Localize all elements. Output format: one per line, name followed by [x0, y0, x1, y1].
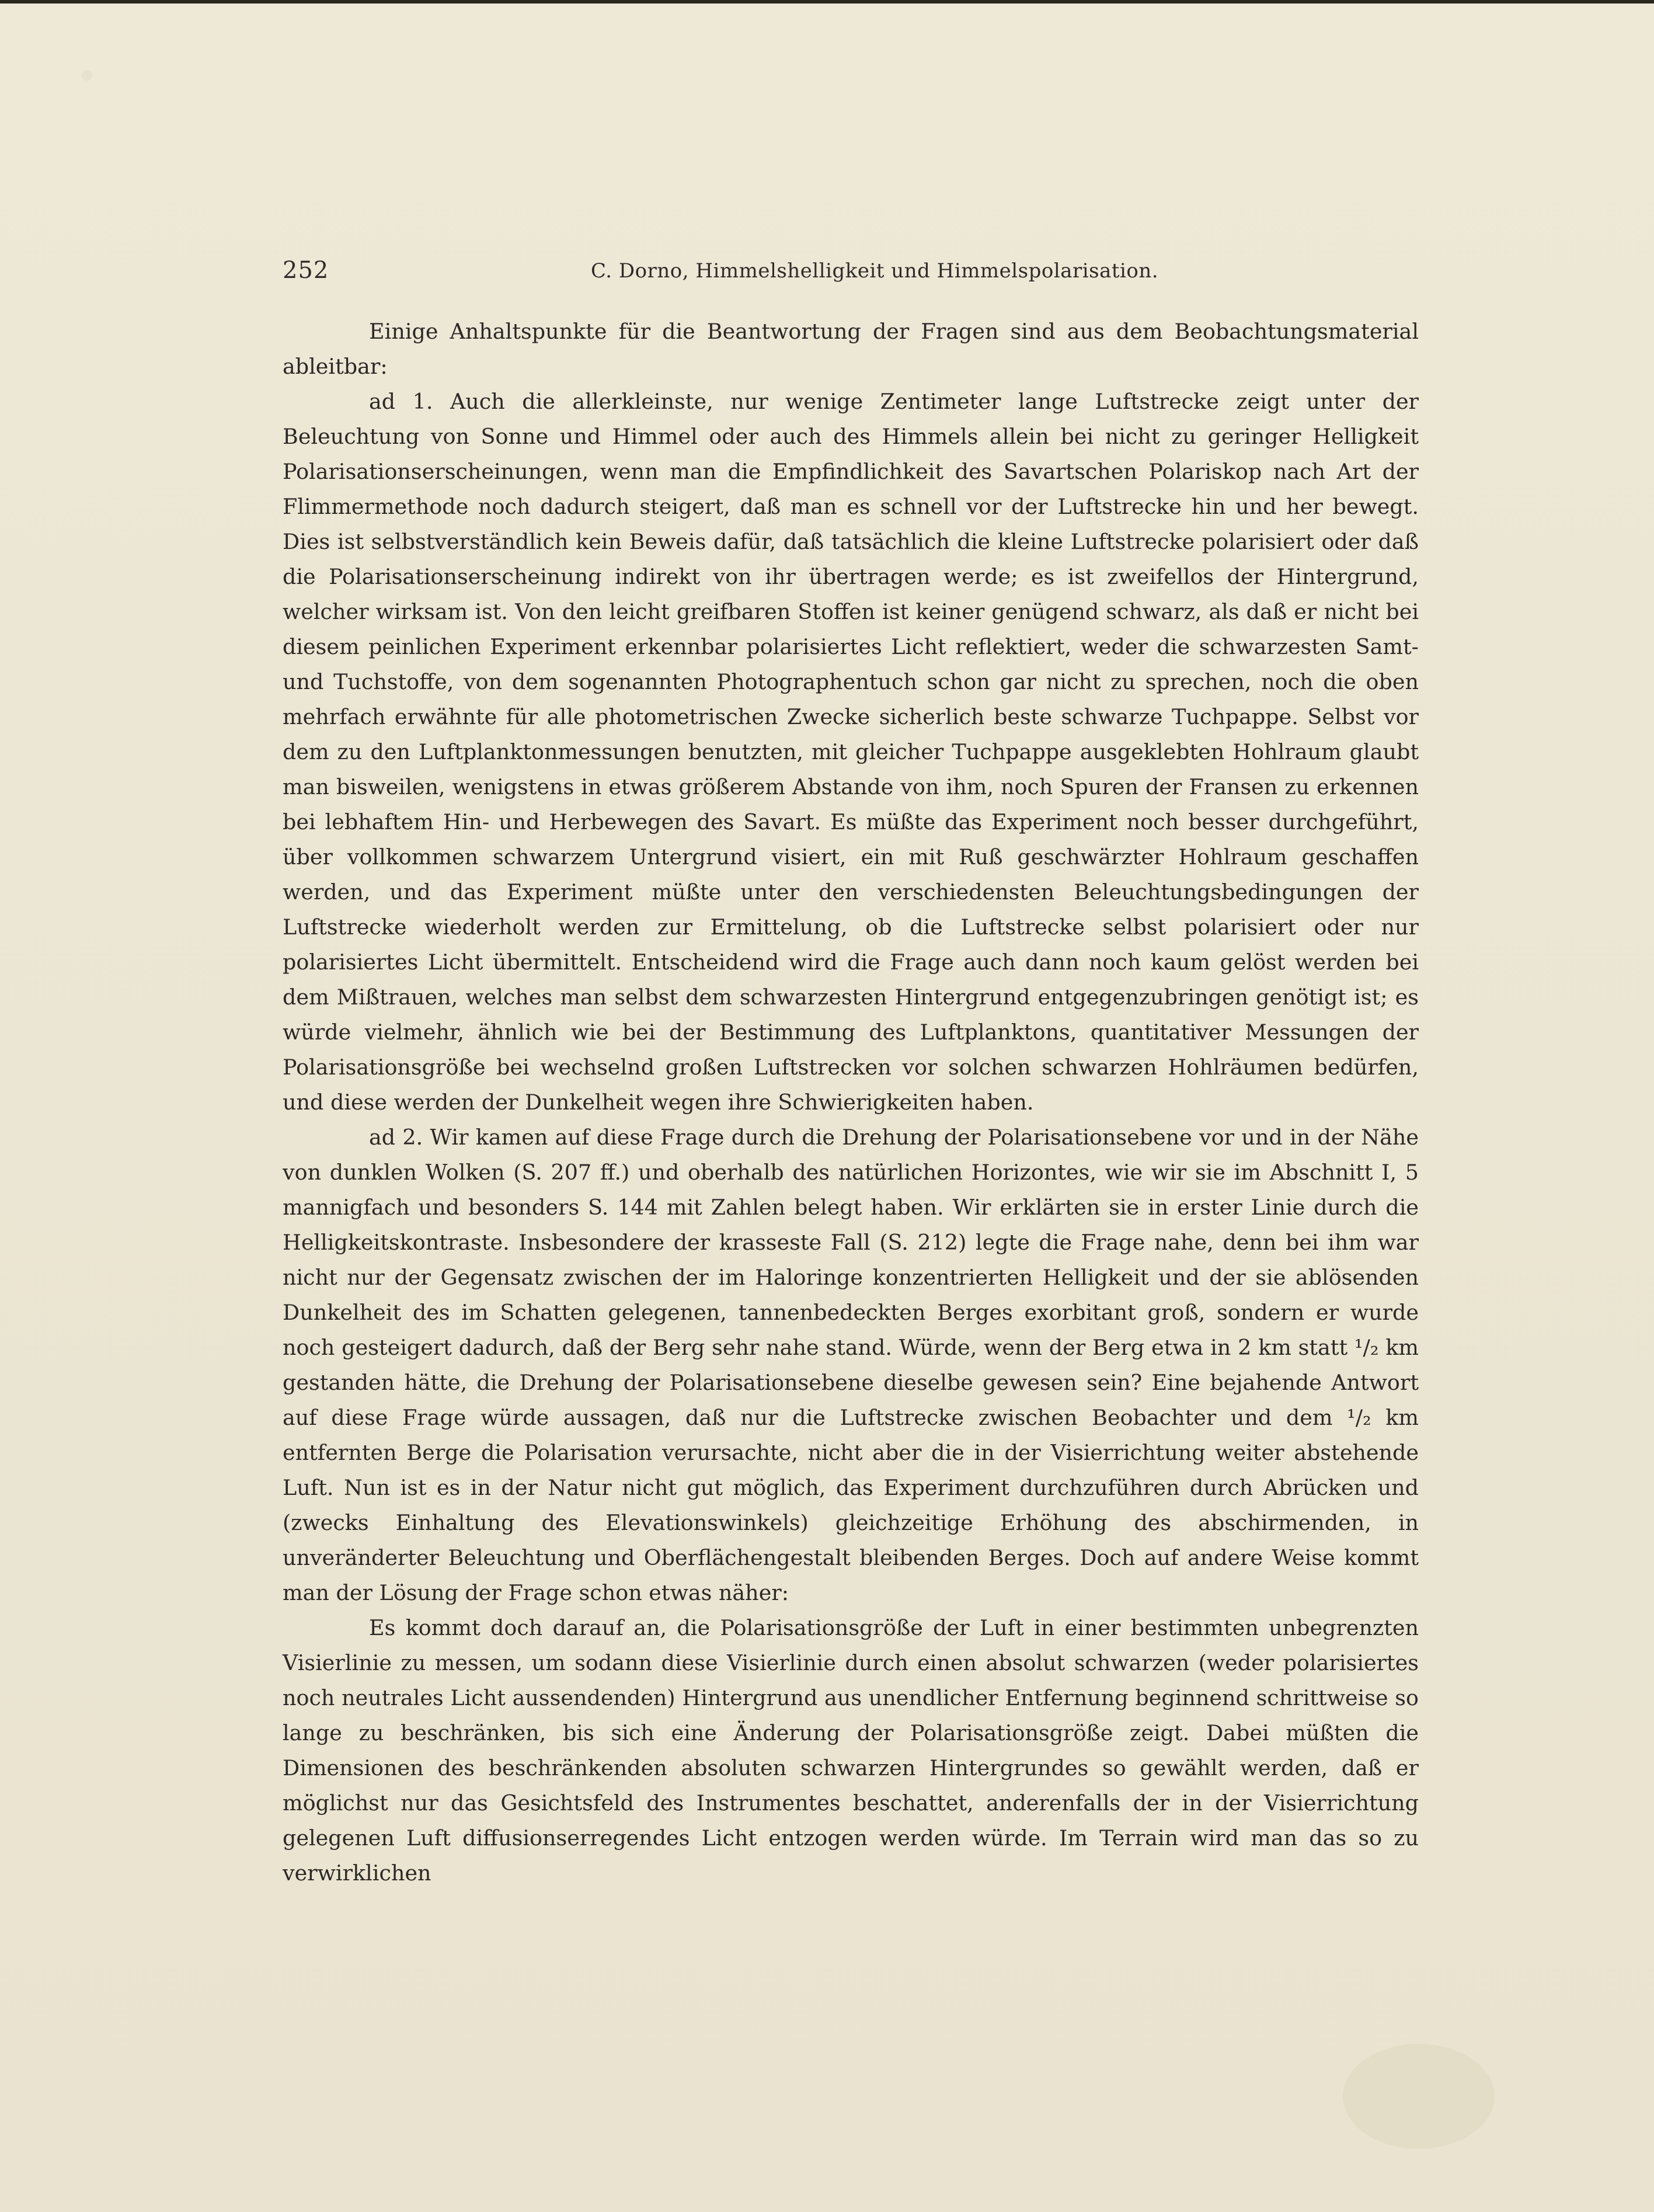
paragraph-intro: Einige Anhaltspunkte für die Beantwortung der Fragen sind aus dem Beobachtungsmaterial ableitbar:: [283, 319, 1419, 379]
scan-top-edge: [0, 0, 1654, 4]
running-title: C. Dorno, Himmelshelligkeit und Himmelspolarisation.: [591, 259, 1159, 283]
running-head: [283, 257, 1419, 292]
paper-stain: [1343, 2044, 1495, 2149]
paragraph-method: Es kommt doch darauf an, die Polarisationsgröße der Luft in einer bestimmten unbegrenzten Visierlinie zu messen, um sodann diese Visierlinie durch einen absolut schwarzen (weder polarisiertes noch neutrales Licht aussendenden) Hintergrund aus unendlicher Entfernung beginnend schrittweise so lange zu beschränken, bis sich eine Änderung der Polarisationsgröße zeigt. Dabei müßten die Dimensionen des beschränkenden absoluten schwarzen Hintergrundes so gewählt werden, daß er möglichst nur das Gesichtsfeld des Instrumentes beschattet, anderenfalls der in der Visierrichtung gelegenen Luft diffusionserregendes Licht entzogen werden würde. Im Terrain wird man das so zu verwirklichen: [283, 1615, 1419, 1886]
paragraph-ad-2: ad 2. Wir kamen auf diese Frage durch die Drehung der Polarisationsebene vor und in der Nähe von dunklen Wolken (S. 207 ff.) und oberhalb des natürlichen Horizontes, wie wir sie im Abschnitt I, 5 mannigfach und besonders S. 144 mit Zahlen belegt haben. Wir erklärten sie in erster Linie durch die Helligkeitskontraste. Insbesondere der krasseste Fall (S. 212) legte die Frage nahe, denn bei ihm war nicht nur der Gegensatz zwischen der im Haloringe konzentrierten Helligkeit und der sie ablösenden Dunkelheit des im Schatten gelegenen, tannenbedeckten Berges exorbitant groß, sondern er wurde noch gesteigert dadurch, daß der Berg sehr nahe stand. Würde, wenn der Berg etwa in 2 km statt ¹/₂ km gestanden hätte, die Drehung der Polarisationsebene dieselbe gewesen sein? Eine bejahende Antwort auf diese Frage würde aussagen, daß nur die Luftstrecke zwischen Beobachter und dem ¹/₂ km entfernten Berge die Polarisation verursachte, nicht aber die in der Visierrichtung weiter abstehende Luft. Nun ist es in der Natur nicht gut möglich, das Experiment durchzuführen durch Abrücken und (zwecks Einhaltung des Elevationswinkels) gleichzeitige Erhöhung des abschirmenden, in unveränderter Beleuchtung und Oberflächengestalt bleibenden Berges. Doch auf andere Weise kommt man der Lösung der Frage schon etwas näher:: [283, 1125, 1419, 1605]
page-number: 252: [283, 257, 329, 284]
paragraph-ad-1: ad 1. Auch die allerkleinste, nur wenige Zentimeter lange Luftstrecke zeigt unter der Beleuchtung von Sonne und Himmel oder auch des Himmels allein bei nicht zu geringer Helligkeit Polarisationserscheinungen, wenn man die Empfindlichkeit des Savartschen Polariskop nach Art der Flimmermethode noch dadurch steigert, daß man es schnell vor der Luftstrecke hin und her bewegt. Dies ist selbstverständlich kein Beweis dafür, daß tatsächlich die kleine Luftstrecke polarisiert oder daß die Polarisationserscheinung indirekt von ihr übertragen werde; es ist zweifellos der Hintergrund, welcher wirksam ist. Von den leicht greifbaren Stoffen ist keiner genügend schwarz, als daß er nicht bei diesem peinlichen Experiment erkennbar polarisiertes Licht reflektiert, weder die schwarzesten Samt- und Tuchstoffe, von dem sogenannten Photographentuch schon gar nicht zu sprechen, noch die oben mehrfach erwähnte für alle photometrischen Zwecke sicherlich beste schwarze Tuchpappe. Selbst vor dem zu den Luftplanktonmessungen benutzten, mit gleicher Tuchpappe ausgeklebten Hohlraum glaubt man bisweilen, wenigstens in etwas größerem Abstande von ihm, noch Spuren der Fransen zu erkennen bei lebhaftem Hin- und Herbewegen des Savart. Es müßte das Experiment noch besser durchgeführt, über vollkommen schwarzem Untergrund visiert, ein mit Ruß geschwärzter Hohlraum geschaffen werden, und das Experiment müßte unter den verschiedensten Beleuchtungsbedingungen der Luftstrecke wiederholt werden zur Ermittelung, ob die Luftstrecke selbst polarisiert oder nur polarisiertes Licht übermittelt. Entscheidend wird die Frage auch dann noch kaum gelöst werden bei dem Mißtrauen, welches man selbst dem schwarzesten Hintergrund entgegenzubringen genötigt ist; es würde vielmehr, ähnlich wie bei der Bestimmung des Luftplanktons, quantitativer Messungen der Polarisationsgröße bei wechselnd großen Luftstrecken vor solchen schwarzen Hohlräumen bedürfen, und diese werden der Dunkelheit wegen ihre Schwierigkeiten haben.: [283, 389, 1419, 1115]
paper-speck: [82, 70, 92, 81]
body-text: [283, 314, 1419, 1891]
